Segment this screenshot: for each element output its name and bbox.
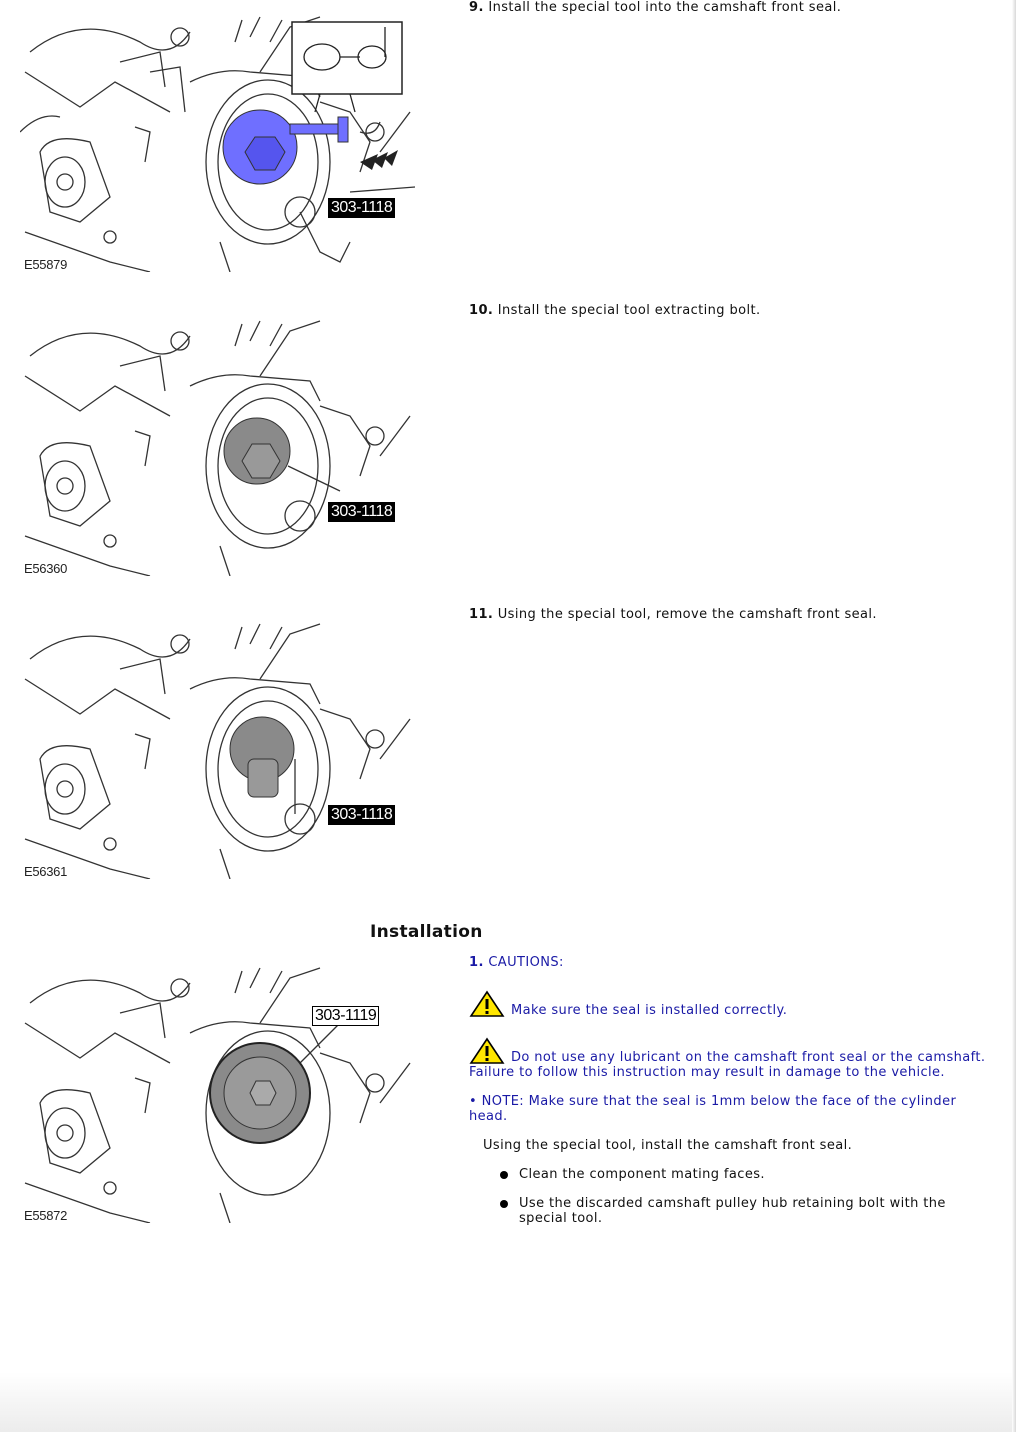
figure-code: E56360 xyxy=(24,561,68,576)
engine-illustration xyxy=(20,963,415,1223)
caution-2 xyxy=(469,1037,1004,1080)
step-number: 9. xyxy=(469,0,484,15)
tool-number-tag: 303-1118 xyxy=(328,198,395,218)
step-number: 10. xyxy=(469,303,494,318)
figure-code: E56361 xyxy=(24,864,68,879)
instruction-text: Using the special tool, install the camshaft front seal. xyxy=(483,1138,853,1153)
cautions-label: CAUTIONS: xyxy=(483,955,564,970)
tool-number-tag: 303-1119 xyxy=(312,1006,379,1026)
list-item: Clean the component mating faces. xyxy=(500,1167,980,1182)
engine-illustration xyxy=(20,12,415,272)
tool-number-tag: 303-1118 xyxy=(328,805,395,825)
figure-code: E55879 xyxy=(24,257,68,272)
tool-number-tag: 303-1118 xyxy=(328,502,395,522)
page-bottom-shade xyxy=(0,1372,1016,1432)
installation-step-1 xyxy=(469,955,999,970)
figure-code: E55872 xyxy=(24,1208,68,1223)
caution-1 xyxy=(469,990,1004,1018)
page-edge-shade xyxy=(1012,0,1016,1432)
step-text: Using the special tool, remove the camshaft front seal. xyxy=(493,607,877,622)
section-title: Installation xyxy=(370,922,483,942)
step-10 xyxy=(469,303,999,318)
figure-step-10 xyxy=(20,316,415,576)
step-text: Install the special tool into the camshaft front seal. xyxy=(483,0,842,15)
caution-text: Do not use any lubricant on the camshaft front seal or the camshaft. Failure to follow this instruction may result in damage to the vehicle. xyxy=(469,1050,986,1080)
caution-text: Make sure the seal is installed correctly. xyxy=(511,1003,788,1018)
figure-step-11 xyxy=(20,619,415,879)
step-text: Install the special tool extracting bolt. xyxy=(493,303,761,318)
warning-icon xyxy=(469,990,505,1018)
list-item: Use the discarded camshaft pulley hub retaining bolt with the special tool. xyxy=(500,1196,970,1226)
step-9 xyxy=(469,0,999,15)
engine-illustration xyxy=(20,316,415,576)
engine-illustration xyxy=(20,619,415,879)
bullet-icon xyxy=(500,1171,508,1179)
figure-step-9 xyxy=(20,12,415,272)
step-number: 11. xyxy=(469,607,494,622)
note: • NOTE: Make sure that the seal is 1mm below the face of the cylinder head. xyxy=(469,1094,957,1124)
step-11 xyxy=(469,607,999,622)
step-number: 1. xyxy=(469,955,484,970)
bullet-icon xyxy=(500,1200,508,1208)
warning-icon xyxy=(469,1037,505,1065)
figure-installation xyxy=(20,963,415,1223)
